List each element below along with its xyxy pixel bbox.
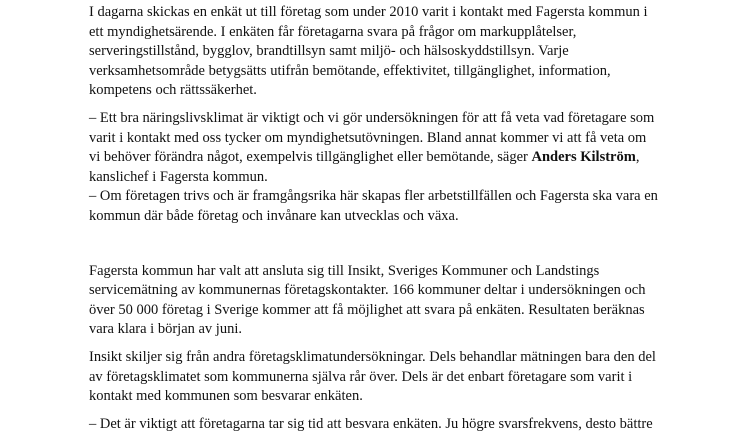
- text-line: varit i kontakt med oss tycker om myndighetsutövningen. Bland annat kommer vi att få veta om: [89, 129, 647, 146]
- text-line: verksamhetsområde betygsätts utifrån bemötande, effektivitet, tillgänglighet, information,: [89, 62, 611, 79]
- paragraph-insikt-intro: [89, 262, 649, 340]
- text-fragment: vi behöver förändra något, exempelvis tillgänglighet eller bemötande, säger: [89, 149, 532, 166]
- text-line: kommun där både företag och invånare kan utvecklas och växa.: [89, 207, 459, 224]
- text-line: vara klara i början av juni.: [89, 321, 242, 338]
- paragraph-survey-intro: [89, 3, 649, 101]
- text-line: av företagsklimatet som kommunerna själva rår över. Dels är det enbart företagare som varit i: [89, 368, 633, 385]
- text-line: kanslichef i Fagersta kommun.: [89, 168, 268, 185]
- paragraph-quote-kilstrom: [89, 109, 658, 227]
- text-line: serveringstillstånd, bygglov, brandtillsyn samt miljö- och hälsoskyddstillsyn. Varje: [89, 43, 569, 60]
- paragraph-spacer: [89, 235, 649, 262]
- text-fragment: ,: [635, 149, 640, 166]
- text-line: Fagersta kommun har valt att ansluta sig till Insikt, Sveriges Kommuner och Landstings: [89, 262, 600, 279]
- text-line: [89, 148, 649, 168]
- text-line: I dagarna skickas en enkät ut till företag som under 2010 varit i kontakt med Fagersta kommun i: [89, 4, 648, 20]
- paragraph-response-appeal: [89, 415, 653, 435]
- text-line: Insikt skiljer sig från andra företagsklimatundersökningar. Dels behandlar mätningen bara den del: [89, 348, 656, 365]
- text-line: – Det är viktigt att företagarna tar sig tid att besvara enkäten. Ju högre svarsfrekvens, desto bättre: [89, 415, 653, 432]
- text-line: ett myndighetsärende. I enkäten får företagarna svara på frågor om markupplåtelser,: [89, 23, 577, 40]
- text-line: – Ett bra näringslivsklimat är viktigt och vi gör undersökningen för att få veta vad företagare som: [89, 109, 655, 126]
- text-line: kontakt med kommunen som besvarar enkäten.: [89, 388, 363, 405]
- paragraph-insikt-difference: [89, 348, 656, 407]
- document-body: [89, 3, 658, 442]
- speaker-name: Anders Kilström: [531, 149, 636, 166]
- text-line: kompetens och rättssäkerhet.: [89, 82, 257, 99]
- text-line: över 50 000 företag i Sverige kommer att få möjlighet att svara på enkäten. Resultaten beräknas: [89, 301, 645, 318]
- text-line: – Om företagen trivs och är framgångsrika här skapas fler arbetstillfällen och Fagersta ska vara en: [89, 188, 658, 205]
- text-line: servicemätning av kommunernas företagskontakter. 166 kommuner deltar i undersökningen och: [89, 282, 646, 299]
